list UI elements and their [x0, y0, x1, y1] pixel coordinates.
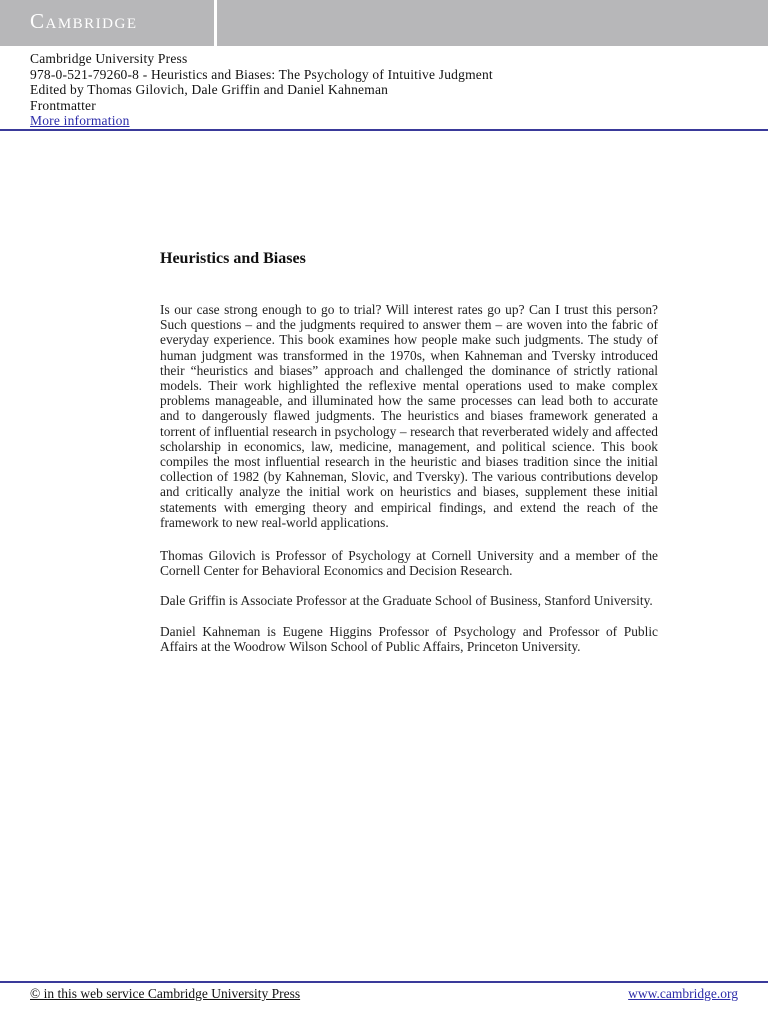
cambridge-logo: Cambridge	[30, 9, 138, 33]
footer-rule	[0, 981, 768, 983]
header-rule	[0, 129, 768, 131]
editors-line: Edited by Thomas Gilovich, Dale Griffin and Daniel Kahneman	[30, 82, 389, 97]
bio-gilovich: Thomas Gilovich is Professor of Psychology at Cornell University and a member of the Cornell Center for Behavioral Economics and Decision Research.	[160, 548, 658, 579]
book-description: Is our case strong enough to go to trial? Will interest rates go up? Can I trust this person? Such questions – and the judgments required to answer them – are woven into the fabric of everyday experience. This book examines how people make such judgments. The study of human judgment was transformed in the 1970s, when Kahneman and Tversky introduced their “heuristics and biases” approach and challenged the dominance of strictly rational models. Their work highlighted the reflexive mental operations used to make complex problems manageable, and illuminated how the same processes can lead both to accurate and to dangerously flawed judgments. The heuristics and biases framework generated a torrent of influential research in psychology – research that reverberated widely and affected scholarship in economics, law, medicine, management, and political science. This book compiles the most influential research in the heuristic and biases tradition since the initial collection of 1982 (by Kahneman, Slovic, and Tversky). The various contributions develop and critically analyze the initial work on heuristics and biases, supplement these initial statements with emerging theory and empirical findings, and extend the reach of the framework to new real-world applications.	[160, 302, 658, 530]
section-line: Frontmatter	[30, 97, 96, 113]
website-link[interactable]: www.cambridge.org	[628, 986, 738, 1001]
publisher-line: Cambridge University Press	[30, 51, 188, 66]
more-information-link[interactable]: More information	[30, 113, 130, 128]
book-title: Heuristics and Biases	[160, 250, 306, 267]
brand-bar-divider	[214, 0, 217, 46]
copyright-link[interactable]: © in this web service Cambridge University Press	[30, 986, 301, 1001]
bio-griffin: Dale Griffin is Associate Professor at the Graduate School of Business, Stanford University.	[160, 593, 653, 609]
brand-bar	[0, 0, 768, 46]
page-content	[160, 250, 658, 654]
bio-kahneman: Daniel Kahneman is Eugene Higgins Professor of Psychology and Professor of Public Affairs at the Woodrow Wilson School of Public Affairs, Princeton University.	[160, 623, 658, 654]
catalog-header	[30, 51, 493, 129]
isbn-title-line: 978-0-521-79260-8 - Heuristics and Biases: The Psychology of Intuitive Judgment	[30, 66, 493, 82]
